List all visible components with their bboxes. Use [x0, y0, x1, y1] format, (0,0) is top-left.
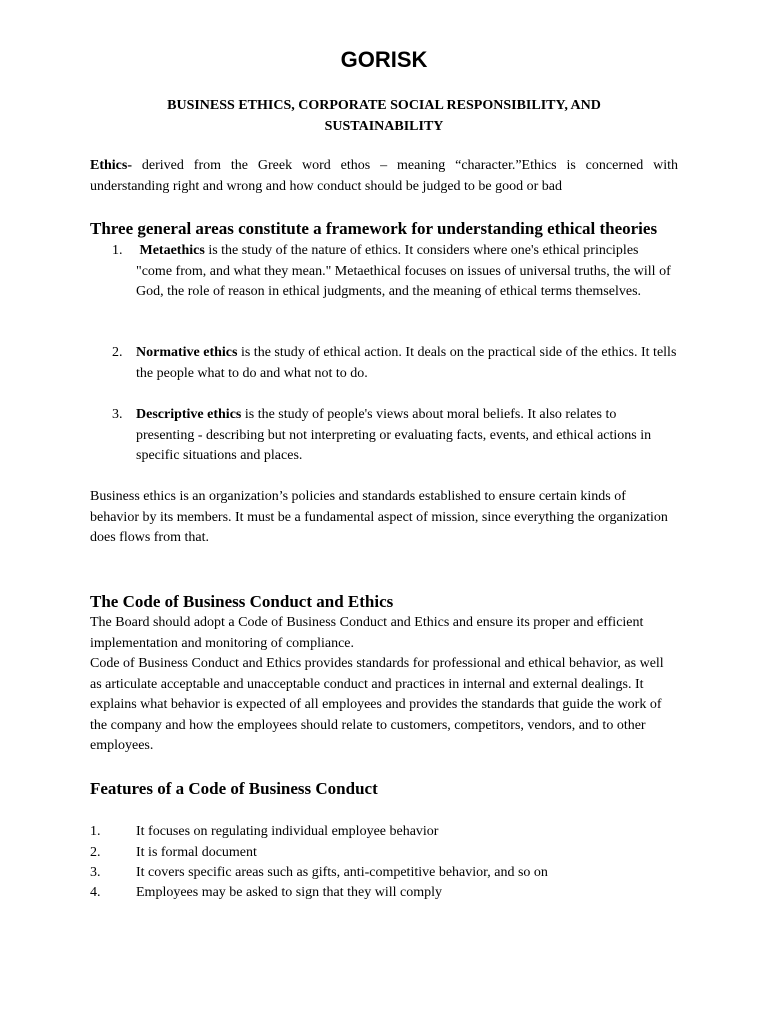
code-paragraph-2: Code of Business Conduct and Ethics provides standards for professional and ethical behavior, as well as articulate acceptable and unacceptable conduct and practices in internal and external dealings. It explains what behavior is expected of all employees and provides the standards that guide the work of the company and how the employees should relate to customers, competitors, vendors, and to other employees.: [90, 656, 664, 754]
business-ethics-paragraph: Business ethics is an organization’s policies and standards established to ensure certain kinds of behavior by its members. It must be a fundamental aspect of mission, since everything the organization does flows from that.: [90, 489, 668, 546]
list-number: 2.: [112, 345, 123, 360]
document-title: GORISK: [340, 47, 428, 72]
list-number: 3.: [112, 407, 123, 422]
list-number: 3.: [90, 865, 101, 880]
ethics-definition: [90, 156, 678, 197]
feature-item: [90, 863, 678, 884]
framework-item-normative: [90, 343, 678, 384]
list-number: 1.: [90, 824, 101, 839]
metaethics-term: Metaethics: [139, 243, 205, 258]
ethics-definition-text: derived from the Greek word ethos – meaning “character.”Ethics is concerned with understanding right and wrong and how conduct should be judged to be good or bad: [90, 158, 678, 194]
ethics-term: Ethics-: [90, 158, 132, 173]
metaethics-text: is the study of the nature of ethics. It considers where one's ethical principles "come from, and what they mean." Metaethical focuses on issues of universal truths, the will of God, the role of reason in ethical judgments, and the meaning of ethical terms themselves.: [136, 243, 671, 300]
list-number: 4.: [90, 885, 101, 900]
code-heading: The Code of Business Conduct and Ethics: [90, 592, 394, 611]
feature-item: [90, 883, 678, 904]
feature-item: [90, 822, 678, 843]
features-heading: Features of a Code of Business Conduct: [90, 779, 378, 798]
feature-item: [90, 843, 678, 864]
code-paragraph-1: The Board should adopt a Code of Business Conduct and Ethics and ensure its proper and efficient implementation and monitoring of compliance.: [90, 615, 644, 651]
feature-text: Employees may be asked to sign that they will comply: [136, 885, 442, 900]
framework-heading: Three general areas constitute a framework for understanding ethical theories: [90, 219, 658, 238]
normative-term: Normative ethics: [136, 345, 238, 360]
descriptive-text: is the study of people's views about moral beliefs. It also relates to presenting - describing but not interpreting or evaluating facts, events, and ethical actions in specific situations and places.: [136, 407, 652, 464]
document-subtitle: BUSINESS ETHICS, CORPORATE SOCIAL RESPONSIBILITY, AND SUSTAINABILITY: [167, 98, 601, 134]
feature-text: It focuses on regulating individual employee behavior: [136, 824, 439, 839]
feature-text: It covers specific areas such as gifts, anti-competitive behavior, and so on: [136, 865, 548, 880]
descriptive-term: Descriptive ethics: [136, 407, 242, 422]
list-number: 1.: [112, 243, 123, 258]
list-number: 2.: [90, 845, 101, 860]
feature-text: It is formal document: [136, 845, 257, 860]
framework-item-descriptive: [90, 405, 678, 467]
normative-text: is the study of ethical action. It deals on the practical side of the ethics. It tells the people what to do and what not to do.: [136, 345, 677, 381]
framework-item-metaethics: [90, 241, 678, 303]
